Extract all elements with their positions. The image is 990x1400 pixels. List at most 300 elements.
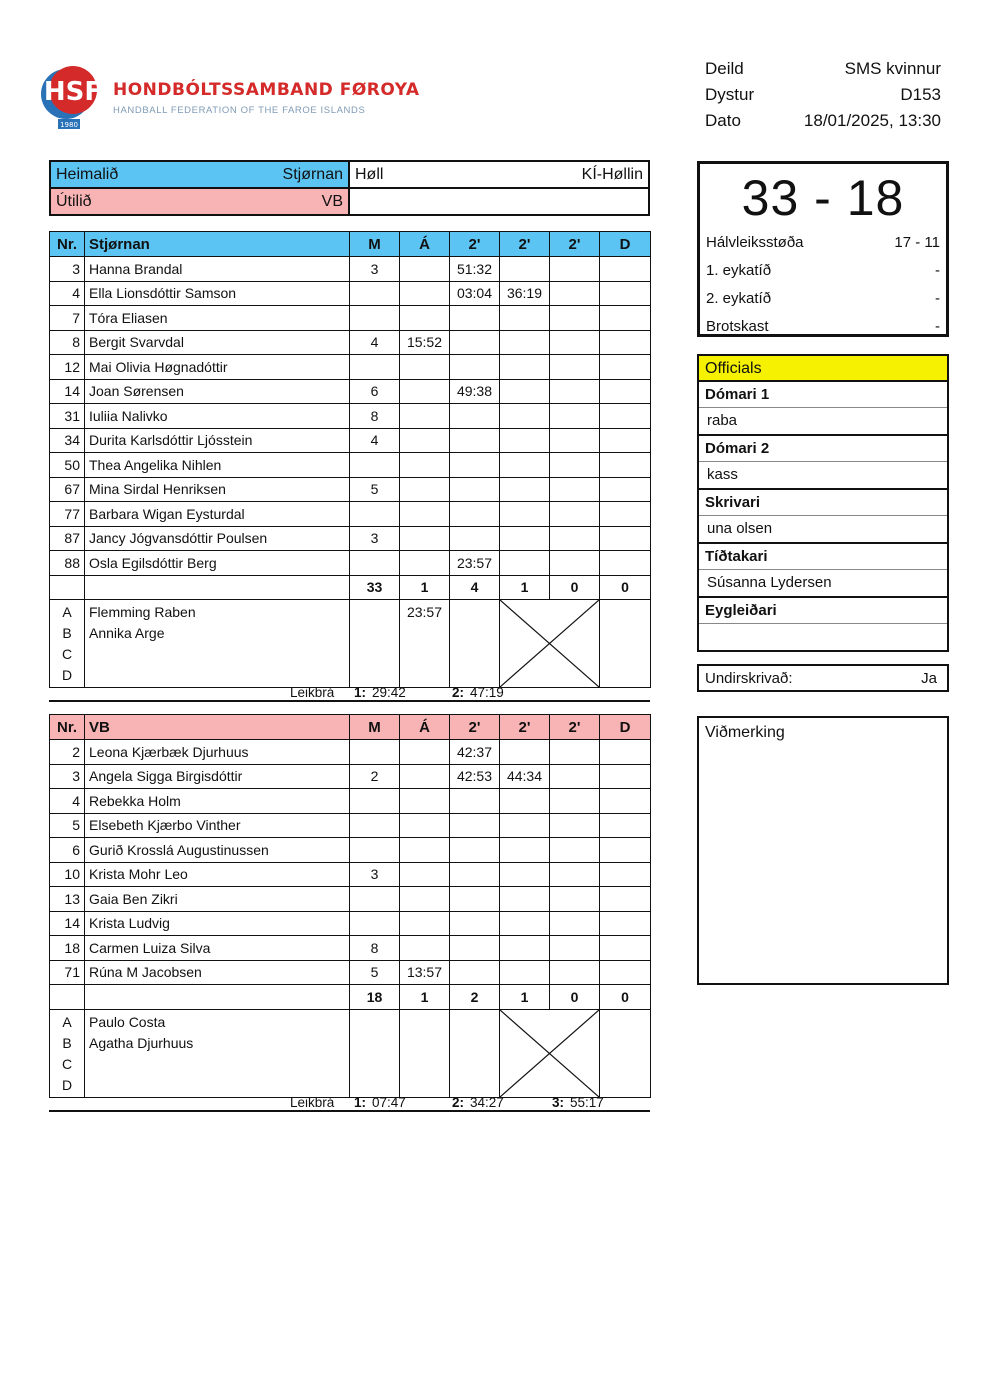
official-scorekeeper	[699, 490, 947, 544]
player-suspension-3	[550, 838, 600, 863]
player-suspension-3	[550, 257, 600, 282]
player-suspension-1	[450, 960, 500, 985]
player-suspension-2	[500, 887, 550, 912]
league-row	[705, 56, 941, 82]
player-goals: 5	[350, 960, 400, 985]
player-goals: 5	[350, 477, 400, 502]
player-goals: 6	[350, 379, 400, 404]
player-disqualification	[600, 477, 651, 502]
game-info-table	[49, 160, 650, 216]
player-disqualification	[600, 355, 651, 380]
player-name: Mina Sirdal Henriksen	[85, 477, 350, 502]
halftime-row	[706, 228, 940, 256]
match-row	[705, 82, 941, 108]
team-official-letter: A	[62, 604, 72, 620]
player-name: Leona Kjærbæk Djurhuus	[85, 740, 350, 765]
team-official-letter: C	[61, 646, 73, 662]
player-row	[50, 330, 651, 355]
league-value: SMS kvinnur	[844, 59, 941, 78]
player-warning	[400, 355, 450, 380]
player-suspension-1: 51:32	[450, 257, 500, 282]
team-official-name: Flemming Raben	[89, 604, 196, 620]
player-suspension-2: 44:34	[500, 764, 550, 789]
player-warning	[400, 813, 450, 838]
team-official-warning: 23:57	[406, 604, 443, 620]
player-goals	[350, 740, 400, 765]
team-official-letter: A	[62, 1013, 72, 1030]
overtime-2-value: -	[935, 289, 940, 307]
player-warning	[400, 379, 450, 404]
player-suspension-3	[550, 764, 600, 789]
player-disqualification	[600, 526, 651, 551]
home-team-name: Stjørnan	[282, 165, 343, 183]
player-disqualification	[600, 911, 651, 936]
player-suspension-3	[550, 936, 600, 961]
official-label: Eygleiðari	[699, 598, 947, 624]
hall-value: KÍ-Høllin	[581, 165, 643, 183]
player-name: Rebekka Holm	[85, 789, 350, 814]
player-warning	[400, 936, 450, 961]
player-disqualification	[600, 887, 651, 912]
player-name: Krista Mohr Leo	[85, 862, 350, 887]
player-suspension-2	[500, 936, 550, 961]
player-suspension-3	[550, 453, 600, 478]
player-suspension-3	[550, 281, 600, 306]
logo-year: 1980	[60, 121, 78, 129]
player-suspension-3	[550, 404, 600, 429]
total-m: 18	[350, 985, 400, 1010]
timeout-1: 1: 07:47	[354, 1095, 406, 1110]
player-suspension-1	[450, 887, 500, 912]
match-label: Dystur	[705, 85, 755, 104]
player-suspension-3	[550, 813, 600, 838]
team-officials-row	[50, 600, 651, 688]
player-disqualification	[600, 936, 651, 961]
away-team-cell	[50, 188, 349, 215]
team-official-letters	[50, 600, 85, 688]
shootout-row	[706, 312, 940, 340]
player-name: Thea Angelika Nihlen	[85, 453, 350, 478]
player-row	[50, 936, 651, 961]
player-suspension-2	[500, 740, 550, 765]
player-warning	[400, 306, 450, 331]
official-label: Skrivari	[699, 490, 947, 516]
player-warning	[400, 404, 450, 429]
home-roster-table	[49, 231, 651, 688]
player-goals	[350, 887, 400, 912]
player-row	[50, 453, 651, 478]
player-suspension-1	[450, 526, 500, 551]
timeout-label: Leikbrá	[290, 1095, 335, 1110]
col-warning: Á	[400, 715, 450, 740]
player-disqualification	[600, 379, 651, 404]
total-t1: 4	[450, 575, 500, 600]
player-warning	[400, 838, 450, 863]
player-name: Iuliia Nalivko	[85, 404, 350, 429]
col-suspension-1: 2'	[450, 715, 500, 740]
team-official-names	[85, 600, 350, 688]
overtime-2-label: 2. eykatíð	[706, 289, 772, 307]
player-suspension-3	[550, 379, 600, 404]
timeout-2: 2: 47:19	[452, 685, 504, 700]
player-warning	[400, 526, 450, 551]
player-disqualification	[600, 502, 651, 527]
player-suspension-2	[500, 551, 550, 576]
col-suspension-2: 2'	[500, 232, 550, 257]
player-suspension-3	[550, 502, 600, 527]
player-suspension-2	[500, 428, 550, 453]
col-goals: M	[350, 232, 400, 257]
overtime-1-label: 1. eykatíð	[706, 261, 772, 279]
player-suspension-3	[550, 428, 600, 453]
date-label: Dato	[705, 111, 741, 130]
player-number: 14	[50, 379, 85, 404]
team-official-letters	[50, 1009, 85, 1097]
player-suspension-1	[450, 355, 500, 380]
total-t2: 1	[500, 985, 550, 1010]
player-name: Jancy Jógvansdóttir Poulsen	[85, 526, 350, 551]
team-official-letter: B	[62, 1034, 72, 1051]
player-row	[50, 404, 651, 429]
team-official-letter: B	[62, 625, 72, 641]
player-suspension-1: 42:53	[450, 764, 500, 789]
team-official-warnings	[400, 600, 450, 688]
player-number: 18	[50, 936, 85, 961]
official-label: Tíðtakari	[699, 544, 947, 570]
crossed-out-cell	[500, 1009, 600, 1097]
team-official-disq-empty	[600, 600, 651, 688]
player-number: 3	[50, 257, 85, 282]
team-officials-row	[50, 1009, 651, 1097]
team-official-disq-empty	[600, 1009, 651, 1097]
player-goals	[350, 813, 400, 838]
player-suspension-2	[500, 330, 550, 355]
player-suspension-3	[550, 960, 600, 985]
player-suspension-3	[550, 355, 600, 380]
timeout-1: 1: 29:42	[354, 685, 406, 700]
player-row	[50, 502, 651, 527]
player-row	[50, 355, 651, 380]
match-value: D153	[900, 85, 941, 104]
player-suspension-1	[450, 911, 500, 936]
player-name: Durita Karlsdóttir Ljósstein	[85, 428, 350, 453]
overtime-2-row	[706, 284, 940, 312]
player-warning	[400, 911, 450, 936]
home-team-header: Stjørnan	[85, 232, 350, 257]
player-suspension-2	[500, 355, 550, 380]
player-goals	[350, 306, 400, 331]
halftime-label: Hálvleiksstøða	[706, 233, 804, 251]
player-suspension-1: 49:38	[450, 379, 500, 404]
totals-row	[50, 575, 651, 600]
player-disqualification	[600, 862, 651, 887]
player-name: Angela Sigga Birgisdóttir	[85, 764, 350, 789]
team-official-warning	[404, 644, 445, 665]
player-number: 77	[50, 502, 85, 527]
player-number: 5	[50, 813, 85, 838]
halftime-value: 17 - 11	[894, 233, 940, 251]
player-disqualification	[600, 404, 651, 429]
player-number: 4	[50, 281, 85, 306]
player-disqualification	[600, 764, 651, 789]
col-warning: Á	[400, 232, 450, 257]
empty-info-cell	[349, 188, 649, 215]
player-goals: 3	[350, 526, 400, 551]
cross-icon	[500, 600, 599, 687]
player-suspension-1: 23:57	[450, 551, 500, 576]
player-suspension-2	[500, 257, 550, 282]
col-suspension-2: 2'	[500, 715, 550, 740]
player-number: 31	[50, 404, 85, 429]
remarks-label: Viðmerking	[705, 724, 785, 741]
player-row	[50, 551, 651, 576]
player-number: 71	[50, 960, 85, 985]
team-official-suspension-empty	[450, 600, 500, 688]
player-row	[50, 379, 651, 404]
player-name: Carmen Luiza Silva	[85, 936, 350, 961]
total-t1: 2	[450, 985, 500, 1010]
player-suspension-1	[450, 838, 500, 863]
player-warning: 13:57	[400, 960, 450, 985]
hsf-emblem-icon	[40, 60, 110, 132]
player-goals: 4	[350, 428, 400, 453]
player-goals: 4	[350, 330, 400, 355]
total-t3: 0	[550, 575, 600, 600]
away-team-name: VB	[321, 192, 343, 210]
player-warning	[400, 789, 450, 814]
official-value: Súsanna Lydersen	[707, 574, 832, 591]
player-suspension-1	[450, 789, 500, 814]
player-disqualification	[600, 306, 651, 331]
player-suspension-2	[500, 306, 550, 331]
player-warning	[400, 502, 450, 527]
crossed-out-cell	[500, 600, 600, 688]
player-warning	[400, 862, 450, 887]
player-suspension-2	[500, 862, 550, 887]
player-suspension-1	[450, 428, 500, 453]
team-official-name	[89, 1054, 345, 1075]
col-nr: Nr.	[50, 715, 85, 740]
player-name: Tóra Eliasen	[85, 306, 350, 331]
match-meta	[705, 56, 941, 134]
player-row	[50, 526, 651, 551]
player-suspension-1: 03:04	[450, 281, 500, 306]
player-warning	[400, 428, 450, 453]
player-disqualification	[600, 453, 651, 478]
player-number: 88	[50, 551, 85, 576]
player-name: Elsebeth Kjærbo Vinther	[85, 813, 350, 838]
total-a: 1	[400, 985, 450, 1010]
player-disqualification	[600, 428, 651, 453]
col-suspension-1: 2'	[450, 232, 500, 257]
player-suspension-2	[500, 526, 550, 551]
player-suspension-3	[550, 306, 600, 331]
player-suspension-3	[550, 551, 600, 576]
totals-empty-nr	[50, 575, 85, 600]
shootout-value: -	[935, 317, 940, 335]
player-goals	[350, 453, 400, 478]
player-warning: 15:52	[400, 330, 450, 355]
player-suspension-3	[550, 887, 600, 912]
player-disqualification	[600, 740, 651, 765]
player-row	[50, 838, 651, 863]
official-value: una olsen	[707, 520, 773, 537]
player-suspension-2	[500, 477, 550, 502]
shootout-label: Brotskast	[706, 317, 769, 335]
team-official-name: Agatha Djurhuus	[89, 1034, 194, 1051]
player-name: Gaia Ben Zikri	[85, 887, 350, 912]
team-official-names	[85, 1009, 350, 1097]
away-team-header: VB	[85, 715, 350, 740]
hall-label: Høll	[355, 165, 384, 183]
player-suspension-2: 36:19	[500, 281, 550, 306]
totals-row	[50, 985, 651, 1010]
player-name: Hanna Brandal	[85, 257, 350, 282]
player-name: Barbara Wigan Eysturdal	[85, 502, 350, 527]
player-number: 12	[50, 355, 85, 380]
official-label: Dómari 1	[699, 382, 947, 408]
player-number: 14	[50, 911, 85, 936]
player-goals: 8	[350, 936, 400, 961]
player-suspension-3	[550, 862, 600, 887]
player-name: Krista Ludvig	[85, 911, 350, 936]
team-official-letter: D	[61, 1076, 73, 1093]
player-row	[50, 960, 651, 985]
player-row	[50, 740, 651, 765]
player-row	[50, 813, 651, 838]
player-number: 87	[50, 526, 85, 551]
player-row	[50, 862, 651, 887]
player-number: 50	[50, 453, 85, 478]
player-suspension-2	[500, 404, 550, 429]
player-suspension-1	[450, 936, 500, 961]
player-number: 2	[50, 740, 85, 765]
player-row	[50, 281, 651, 306]
team-official-name	[89, 644, 345, 665]
player-suspension-2	[500, 911, 550, 936]
player-suspension-2	[500, 960, 550, 985]
player-number: 13	[50, 887, 85, 912]
away-roster-table	[49, 714, 651, 1098]
player-goals	[350, 502, 400, 527]
player-row	[50, 477, 651, 502]
player-warning	[400, 887, 450, 912]
hall-cell	[349, 161, 649, 188]
player-suspension-3	[550, 526, 600, 551]
away-roster-header	[50, 715, 651, 740]
player-suspension-3	[550, 911, 600, 936]
team-official-warning	[404, 1054, 445, 1075]
date-row	[705, 108, 941, 134]
home-label: Heimalið	[56, 165, 119, 183]
player-disqualification	[600, 281, 651, 306]
team-official-letter: C	[61, 1055, 73, 1072]
timeout-label: Leikbrá	[290, 685, 335, 700]
player-suspension-2	[500, 813, 550, 838]
officials-panel	[697, 354, 949, 652]
team-official-letter: D	[61, 667, 73, 683]
team-official-warning	[404, 1033, 445, 1054]
player-name: Mai Olivia Høgnadóttir	[85, 355, 350, 380]
player-suspension-1	[450, 306, 500, 331]
score-box	[697, 161, 949, 337]
player-row	[50, 789, 651, 814]
final-score: 33 - 18	[741, 170, 905, 226]
player-goals: 3	[350, 257, 400, 282]
team-official-goals-empty	[350, 600, 400, 688]
official-value: raba	[707, 412, 738, 429]
logo-letters: HSF	[43, 77, 103, 107]
home-timeouts	[49, 683, 650, 702]
league-label: Deild	[705, 59, 744, 78]
player-suspension-3	[550, 477, 600, 502]
player-suspension-2	[500, 502, 550, 527]
col-disqualification: D	[600, 715, 651, 740]
totals-empty-name	[85, 985, 350, 1010]
player-suspension-3	[550, 330, 600, 355]
official-delegate	[699, 598, 947, 650]
official-label: Dómari 2	[699, 436, 947, 462]
player-suspension-1	[450, 477, 500, 502]
col-nr: Nr.	[50, 232, 85, 257]
player-warning	[400, 551, 450, 576]
player-warning	[400, 281, 450, 306]
team-official-warning	[404, 623, 445, 644]
signed-value: Ja	[921, 669, 937, 687]
total-a: 1	[400, 575, 450, 600]
federation-subtitle: HANDBALL FEDERATION OF THE FAROE ISLANDS	[113, 105, 366, 116]
away-timeouts	[49, 1093, 650, 1112]
player-warning	[400, 740, 450, 765]
player-disqualification	[600, 789, 651, 814]
official-referee-1	[699, 382, 947, 436]
team-official-suspension-empty	[450, 1009, 500, 1097]
totals-empty-name	[85, 575, 350, 600]
team-official-warning	[404, 1012, 445, 1033]
player-row	[50, 911, 651, 936]
player-goals	[350, 551, 400, 576]
player-goals	[350, 281, 400, 306]
team-official-goals-empty	[350, 1009, 400, 1097]
total-m: 33	[350, 575, 400, 600]
player-number: 7	[50, 306, 85, 331]
player-number: 6	[50, 838, 85, 863]
player-disqualification	[600, 257, 651, 282]
player-disqualification	[600, 551, 651, 576]
player-suspension-1	[450, 330, 500, 355]
player-name: Bergit Svarvdal	[85, 330, 350, 355]
player-disqualification	[600, 838, 651, 863]
home-roster-header	[50, 232, 651, 257]
player-row	[50, 764, 651, 789]
player-suspension-2	[500, 453, 550, 478]
date-value: 18/01/2025, 13:30	[803, 111, 941, 130]
player-disqualification	[600, 813, 651, 838]
player-goals: 2	[350, 764, 400, 789]
signed-box	[697, 664, 949, 692]
player-warning	[400, 764, 450, 789]
player-number: 10	[50, 862, 85, 887]
player-row	[50, 887, 651, 912]
player-goals	[350, 911, 400, 936]
overtime-1-value: -	[935, 261, 940, 279]
overtime-1-row	[706, 256, 940, 284]
player-suspension-1	[450, 404, 500, 429]
player-suspension-1	[450, 453, 500, 478]
player-suspension-3	[550, 740, 600, 765]
cross-icon	[500, 1010, 599, 1097]
officials-title: Officials	[699, 356, 947, 382]
